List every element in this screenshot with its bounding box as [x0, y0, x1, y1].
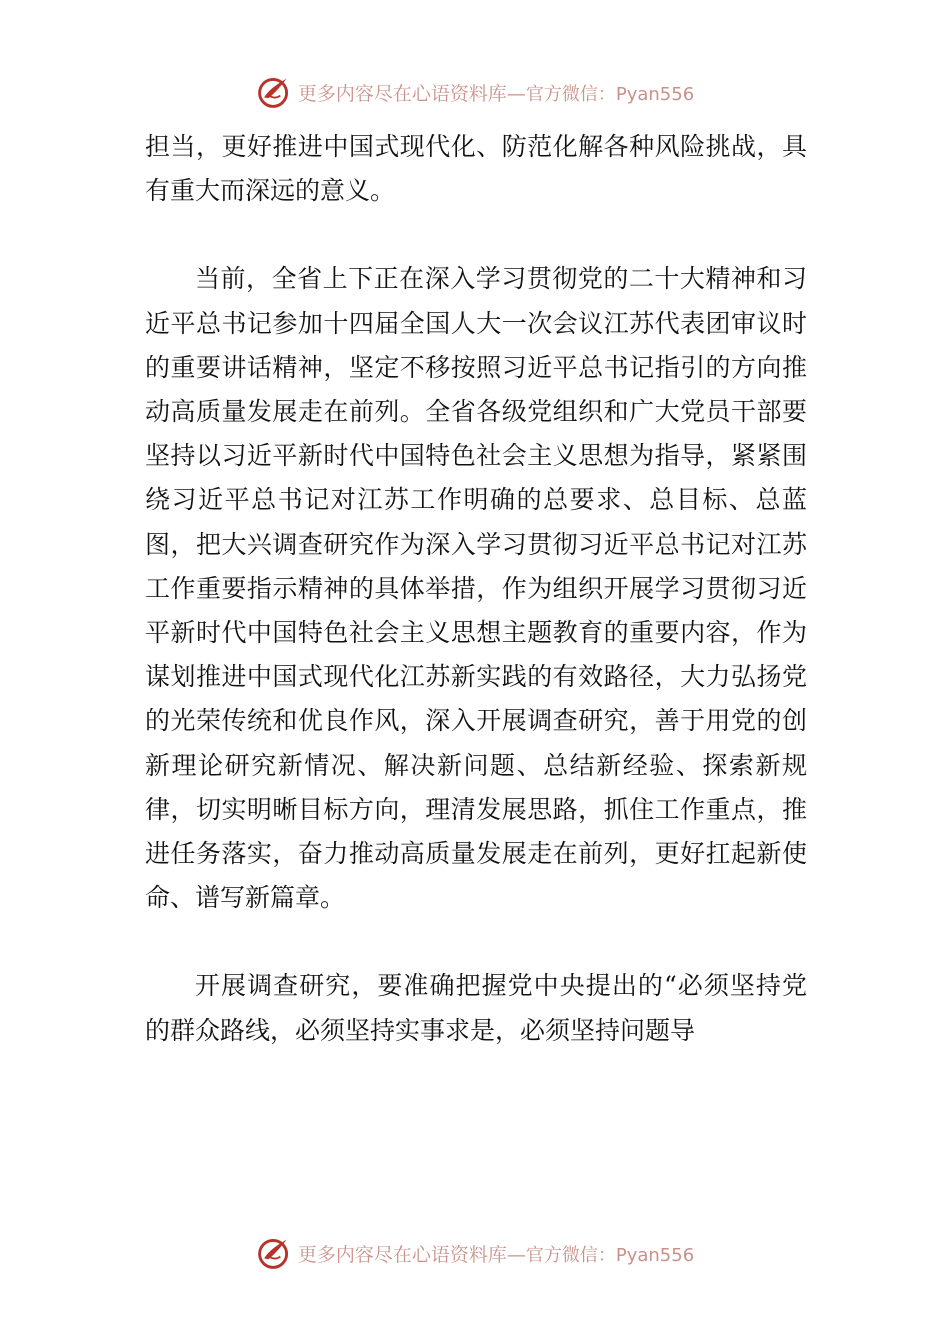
- quill-heart-logo-icon: [256, 74, 292, 110]
- document-body: [145, 125, 807, 1053]
- paragraph-1: 担当，更好推进中国式现代化、防范化解各种风险挑战，具有重大而深远的意义。: [145, 132, 807, 206]
- header-wechat-text: 官方微信：Pyan556: [525, 83, 695, 105]
- quill-heart-logo-icon: [256, 1235, 292, 1271]
- paragraph-gap: [145, 920, 807, 964]
- header-banner: [0, 72, 950, 112]
- header-dash: —: [506, 82, 526, 105]
- header-site-text: 更多内容尽在心语资料库: [297, 82, 507, 105]
- footer-banner: [0, 1233, 950, 1273]
- paragraph-2: 当前，全省上下正在深入学习贯彻党的二十大精神和习近平总书记参加十四届全国人大一次会议江苏代表团审议时的重要讲话精神，坚定不移按照习近平总书记指引的方向推动高质量发展走在前列。全省各级党组织和广大党员干部要坚持以习近平新时代中国特色社会主义思想为指导，紧紧围绕习近平总书记对江苏工作明确的总要求、总目标、总蓝图，把大兴调查研究作为深入学习贯彻习近平总书记对江苏工作重要指示精神的具体举措，作为组织开展学习贯彻习近平新时代中国特色社会主义思想主题教育的重要内容，作为谋划推进中国式现代化江苏新实践的有效路径，大力弘扬党的光荣传统和优良作风，深入开展调查研究，善于用党的创新理论研究新情况、解决新问题、总结新经验、探索新规律，切实明晰目标方向，理清发展思路，抓住工作重点，推进任务落实，奋力推动高质量发展走在前列，更好扛起新使命、谱写新篇章。: [145, 264, 807, 913]
- footer-site-text: 更多内容尽在心语资料库: [297, 1243, 507, 1266]
- footer-text: [298, 1240, 694, 1267]
- header-text: [298, 79, 694, 106]
- paragraph-3: 开展调查研究，要准确把握党中央提出的“必须坚持党的群众路线，必须坚持实事求是，必须坚持问题导: [145, 971, 807, 1045]
- footer-dash: —: [506, 1243, 526, 1266]
- footer-wechat-text: 官方微信：Pyan556: [525, 1244, 695, 1266]
- paragraph-gap: [145, 213, 807, 257]
